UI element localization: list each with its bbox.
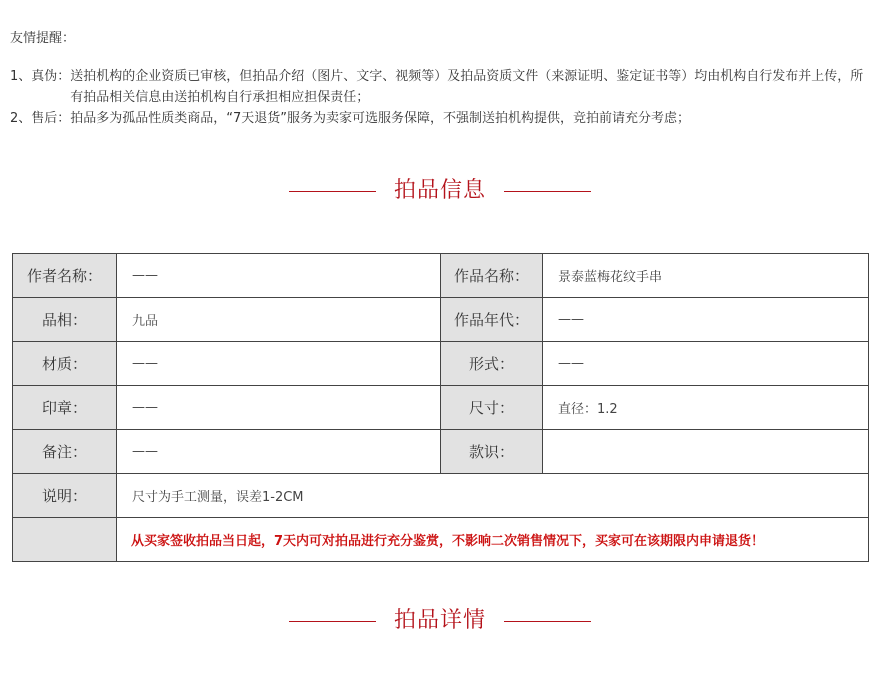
- table-row: [13, 430, 869, 474]
- heading-divider-left: [289, 191, 376, 192]
- section-title: 拍品信息: [393, 178, 486, 203]
- work-name-value: 景泰蓝梅花纹手串: [543, 254, 869, 298]
- notice-item-after-sales: [10, 108, 872, 129]
- notice-title: 友情提醒：: [10, 31, 76, 46]
- material-label: 材质：: [13, 342, 117, 386]
- return-policy-warning: 从买家签收拍品当日起，7天内可对拍品进行充分鉴赏，不影响二次销售情况下，买家可在该期限内申请退货！: [117, 518, 869, 562]
- description-label: 说明：: [13, 474, 117, 518]
- author-label: 作者名称：: [13, 254, 117, 298]
- material-value: ——: [117, 342, 441, 386]
- remarks-value: ——: [117, 430, 441, 474]
- notice-item-authenticity: [10, 66, 872, 108]
- table-row: [13, 386, 869, 430]
- heading-divider-left: [289, 621, 376, 622]
- size-value: 直径：1.2: [543, 386, 869, 430]
- form-label: 形式：: [441, 342, 543, 386]
- notice-item-label: 2、售后：: [10, 111, 71, 126]
- table-row: [13, 298, 869, 342]
- section-heading-lot-details: [0, 606, 880, 636]
- description-value: 尺寸为手工测量，误差1-2CM: [117, 474, 869, 518]
- table-row: [13, 474, 869, 518]
- warning-label: [13, 518, 117, 562]
- notice-item-label: 1、真伪：: [10, 69, 71, 84]
- table-row: [13, 518, 869, 562]
- era-value: ——: [543, 298, 869, 342]
- condition-label: 品相：: [13, 298, 117, 342]
- table-row: [13, 342, 869, 386]
- section-title: 拍品详情: [393, 608, 486, 633]
- author-value: ——: [117, 254, 441, 298]
- condition-value: 九品: [117, 298, 441, 342]
- section-heading-lot-info: [0, 176, 880, 206]
- era-label: 作品年代：: [441, 298, 543, 342]
- seal-label: 印章：: [13, 386, 117, 430]
- notice-item-text: 送拍机构的企业资质已审核，但拍品介绍（图片、文字、视频等）及拍品资质文件（来源证明、鉴定证书等）均由机构自行发布并上传，所有拍品相关信息由送拍机构自行承担相应担保责任；: [70, 69, 864, 105]
- heading-divider-right: [504, 621, 591, 622]
- heading-divider-right: [504, 191, 591, 192]
- size-label: 尺寸：: [441, 386, 543, 430]
- work-name-label: 作品名称：: [441, 254, 543, 298]
- form-value: ——: [543, 342, 869, 386]
- lot-info-table: [12, 253, 869, 562]
- table-row: [13, 254, 869, 298]
- seal-value: ——: [117, 386, 441, 430]
- notice-section: [10, 28, 872, 129]
- inscription-label: 款识：: [441, 430, 543, 474]
- remarks-label: 备注：: [13, 430, 117, 474]
- inscription-value: [543, 430, 869, 474]
- notice-item-text: 拍品多为孤品性质类商品，“7天退货”服务为卖家可选服务保障，不强制送拍机构提供，竞拍前请充分考虑；: [70, 111, 691, 126]
